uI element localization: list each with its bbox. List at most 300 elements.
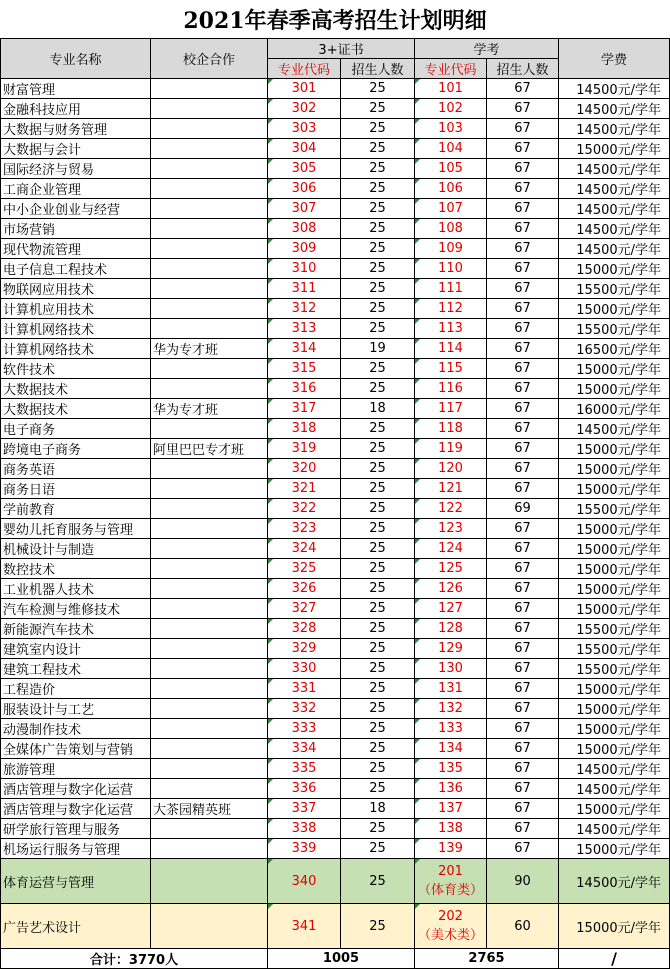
table-row xyxy=(1,519,670,539)
b-code-cell: 125 xyxy=(415,559,487,579)
coop-cell xyxy=(151,199,268,219)
coop-cell xyxy=(151,539,268,559)
table-row xyxy=(1,79,670,99)
b-code-cell: 123 xyxy=(415,519,487,539)
major-name-cell: 机场运行服务与管理 xyxy=(1,839,151,859)
b-count-cell: 67 xyxy=(487,419,559,439)
table-row xyxy=(1,559,670,579)
b-code-cell: 113 xyxy=(415,319,487,339)
b-count-cell: 67 xyxy=(487,519,559,539)
b-count-cell: 67 xyxy=(487,799,559,819)
b-code-cell: 137 xyxy=(415,799,487,819)
coop-cell: 华为专才班 xyxy=(151,339,268,359)
b-code-cell: 117 xyxy=(415,399,487,419)
a-count-cell: 25 xyxy=(341,199,415,219)
b-code-cell: 119 xyxy=(415,439,487,459)
a-count-cell: 25 xyxy=(341,839,415,859)
a-code-cell: 312 xyxy=(268,299,341,319)
b-code-cell: 109 xyxy=(415,239,487,259)
table-row-special xyxy=(1,904,670,949)
a-code-cell: 301 xyxy=(268,79,341,99)
fee-cell: 15000元/学年 xyxy=(559,459,670,479)
major-name-cell: 国际经济与贸易 xyxy=(1,159,151,179)
a-code-cell: 309 xyxy=(268,239,341,259)
table-row xyxy=(1,139,670,159)
a-count-cell: 25 xyxy=(341,139,415,159)
a-count-cell: 25 xyxy=(341,639,415,659)
b-count-cell: 67 xyxy=(487,539,559,559)
table-row xyxy=(1,799,670,819)
a-count-cell: 25 xyxy=(341,539,415,559)
coop-cell xyxy=(151,699,268,719)
b-code-category: （美术类） xyxy=(418,928,484,943)
a-code-cell: 305 xyxy=(268,159,341,179)
table-row xyxy=(1,199,670,219)
b-count-cell: 67 xyxy=(487,439,559,459)
a-code-cell: 320 xyxy=(268,459,341,479)
coop-cell xyxy=(151,239,268,259)
a-code-cell: 337 xyxy=(268,799,341,819)
table-row xyxy=(1,619,670,639)
coop-cell xyxy=(151,379,268,399)
header-group-a: 3+证书 xyxy=(268,39,415,59)
major-name-cell: 商务英语 xyxy=(1,459,151,479)
fee-cell: 14500元/学年 xyxy=(559,819,670,839)
a-count-cell: 25 xyxy=(341,579,415,599)
b-code-cell: 133 xyxy=(415,719,487,739)
a-code-cell: 316 xyxy=(268,379,341,399)
a-code-cell: 313 xyxy=(268,319,341,339)
a-count-cell: 25 xyxy=(341,499,415,519)
a-count-cell: 25 xyxy=(341,259,415,279)
table-row xyxy=(1,219,670,239)
b-count-cell: 67 xyxy=(487,759,559,779)
major-name-cell: 大数据与财务管理 xyxy=(1,119,151,139)
coop-cell xyxy=(151,119,268,139)
major-name-cell: 汽车检测与维修技术 xyxy=(1,599,151,619)
a-code-cell: 317 xyxy=(268,399,341,419)
major-name-cell: 计算机网络技术 xyxy=(1,319,151,339)
b-code-cell: 107 xyxy=(415,199,487,219)
table-row xyxy=(1,579,670,599)
table-row xyxy=(1,459,670,479)
fee-cell: 14500元/学年 xyxy=(559,119,670,139)
major-name-cell: 大数据技术 xyxy=(1,399,151,419)
b-code-cell: 101 xyxy=(415,79,487,99)
a-code-cell: 319 xyxy=(268,439,341,459)
a-code-cell: 327 xyxy=(268,599,341,619)
a-code-cell: 334 xyxy=(268,739,341,759)
a-count-cell: 25 xyxy=(341,319,415,339)
table-row xyxy=(1,119,670,139)
table-row xyxy=(1,479,670,499)
table-row xyxy=(1,299,670,319)
fee-cell: 15000元/学年 xyxy=(559,599,670,619)
a-count-cell: 18 xyxy=(341,799,415,819)
major-name-cell: 婴幼儿托育服务与管理 xyxy=(1,519,151,539)
enrollment-table xyxy=(0,38,670,969)
fee-cell: 14500元/学年 xyxy=(559,779,670,799)
a-code-cell: 322 xyxy=(268,499,341,519)
major-name-cell: 旅游管理 xyxy=(1,759,151,779)
b-code-cell: 132 xyxy=(415,699,487,719)
header-group-b: 学考 xyxy=(415,39,559,59)
fee-cell: 16000元/学年 xyxy=(559,399,670,419)
b-count-cell: 67 xyxy=(487,279,559,299)
a-count-cell: 25 xyxy=(341,99,415,119)
a-count-cell: 25 xyxy=(341,739,415,759)
b-code-cell: 102 xyxy=(415,99,487,119)
a-code-cell: 303 xyxy=(268,119,341,139)
fee-cell: 14500元/学年 xyxy=(559,239,670,259)
b-count-cell: 60 xyxy=(487,904,559,949)
major-name-cell: 工商企业管理 xyxy=(1,179,151,199)
b-code-cell: 106 xyxy=(415,179,487,199)
b-code-cell: 112 xyxy=(415,299,487,319)
major-name-cell: 金融科技应用 xyxy=(1,99,151,119)
header-b-count: 招生人数 xyxy=(487,59,559,79)
table-row xyxy=(1,539,670,559)
coop-cell xyxy=(151,659,268,679)
b-count-cell: 67 xyxy=(487,479,559,499)
coop-cell xyxy=(151,79,268,99)
b-code-cell: 115 xyxy=(415,359,487,379)
major-name-cell: 财富管理 xyxy=(1,79,151,99)
fee-cell: 14500元/学年 xyxy=(559,179,670,199)
table-row xyxy=(1,259,670,279)
fee-cell: 15000元/学年 xyxy=(559,579,670,599)
table-row xyxy=(1,779,670,799)
fee-cell: 14500元/学年 xyxy=(559,219,670,239)
a-count-cell: 25 xyxy=(341,559,415,579)
b-code-cell: 118 xyxy=(415,419,487,439)
b-count-cell: 67 xyxy=(487,139,559,159)
a-count-cell: 25 xyxy=(341,359,415,379)
coop-cell xyxy=(151,279,268,299)
fee-cell: 14500元/学年 xyxy=(559,859,670,904)
coop-cell xyxy=(151,639,268,659)
major-name-cell: 建筑室内设计 xyxy=(1,639,151,659)
coop-cell xyxy=(151,519,268,539)
a-code-cell: 328 xyxy=(268,619,341,639)
a-count-cell: 25 xyxy=(341,619,415,639)
a-code-cell: 338 xyxy=(268,819,341,839)
fee-cell: 15000元/学年 xyxy=(559,559,670,579)
coop-cell xyxy=(151,559,268,579)
b-code-cell: 131 xyxy=(415,679,487,699)
total-b-cell: 2765 xyxy=(415,949,559,969)
page-title: 2021年春季高考招生计划明细 xyxy=(183,7,487,34)
a-count-cell: 25 xyxy=(341,599,415,619)
table-row xyxy=(1,279,670,299)
fee-cell: 15500元/学年 xyxy=(559,319,670,339)
a-count-cell: 25 xyxy=(341,659,415,679)
a-count-cell: 25 xyxy=(341,699,415,719)
a-code-cell: 323 xyxy=(268,519,341,539)
table-row xyxy=(1,399,670,419)
b-count-cell: 67 xyxy=(487,779,559,799)
a-code-cell: 339 xyxy=(268,839,341,859)
b-count-cell: 67 xyxy=(487,579,559,599)
fee-cell: 15000元/学年 xyxy=(559,539,670,559)
fee-cell: 15000元/学年 xyxy=(559,679,670,699)
fee-cell: 14500元/学年 xyxy=(559,759,670,779)
b-code-cell: 135 xyxy=(415,759,487,779)
b-count-cell: 67 xyxy=(487,599,559,619)
fee-cell: 15000元/学年 xyxy=(559,139,670,159)
fee-cell: 15000元/学年 xyxy=(559,379,670,399)
major-name-cell: 研学旅行管理与服务 xyxy=(1,819,151,839)
coop-cell xyxy=(151,459,268,479)
a-code-cell: 330 xyxy=(268,659,341,679)
a-code-cell: 329 xyxy=(268,639,341,659)
a-count-cell: 25 xyxy=(341,279,415,299)
coop-cell: 华为专才班 xyxy=(151,399,268,419)
coop-cell xyxy=(151,579,268,599)
coop-cell xyxy=(151,739,268,759)
fee-cell: 15500元/学年 xyxy=(559,279,670,299)
coop-cell xyxy=(151,259,268,279)
fee-cell: 15000元/学年 xyxy=(559,904,670,949)
major-name-cell: 市场营销 xyxy=(1,219,151,239)
major-name-cell: 软件技术 xyxy=(1,359,151,379)
major-name-cell: 服装设计与工艺 xyxy=(1,699,151,719)
b-code-cell: 104 xyxy=(415,139,487,159)
coop-cell xyxy=(151,139,268,159)
a-code-cell: 304 xyxy=(268,139,341,159)
b-code-cell: 127 xyxy=(415,599,487,619)
a-code-cell: 308 xyxy=(268,219,341,239)
a-count-cell: 25 xyxy=(341,79,415,99)
a-code-cell: 341 xyxy=(268,904,341,949)
table-row xyxy=(1,659,670,679)
coop-cell xyxy=(151,619,268,639)
b-code-cell: 111 xyxy=(415,279,487,299)
coop-cell xyxy=(151,679,268,699)
fee-cell: 14500元/学年 xyxy=(559,159,670,179)
table-body xyxy=(1,39,670,969)
coop-cell xyxy=(151,219,268,239)
totals-row xyxy=(1,949,670,969)
b-code-category: （体育类） xyxy=(418,883,484,898)
major-name-cell: 计算机网络技术 xyxy=(1,339,151,359)
major-name-cell: 酒店管理与数字化运营 xyxy=(1,799,151,819)
coop-cell xyxy=(151,159,268,179)
a-count-cell: 25 xyxy=(341,759,415,779)
a-code-cell: 306 xyxy=(268,179,341,199)
a-count-cell: 25 xyxy=(341,379,415,399)
major-name-cell: 电子商务 xyxy=(1,419,151,439)
b-count-cell: 67 xyxy=(487,819,559,839)
fee-cell: 15000元/学年 xyxy=(559,299,670,319)
a-code-cell: 326 xyxy=(268,579,341,599)
table-row xyxy=(1,759,670,779)
total-a-cell: 1005 xyxy=(268,949,415,969)
table-row xyxy=(1,699,670,719)
b-code-cell: 130 xyxy=(415,659,487,679)
fee-cell: 16500元/学年 xyxy=(559,339,670,359)
table-row xyxy=(1,499,670,519)
coop-cell xyxy=(151,839,268,859)
major-name-cell: 学前教育 xyxy=(1,499,151,519)
major-name-cell: 物联网应用技术 xyxy=(1,279,151,299)
b-count-cell: 67 xyxy=(487,399,559,419)
a-count-cell: 25 xyxy=(341,119,415,139)
table-row xyxy=(1,679,670,699)
fee-cell: 15000元/学年 xyxy=(559,259,670,279)
b-count-cell: 67 xyxy=(487,179,559,199)
table-row xyxy=(1,99,670,119)
table-row xyxy=(1,239,670,259)
table-row xyxy=(1,379,670,399)
major-name-cell: 跨境电子商务 xyxy=(1,439,151,459)
b-code-cell xyxy=(415,904,487,949)
b-count-cell: 67 xyxy=(487,719,559,739)
b-code-cell: 103 xyxy=(415,119,487,139)
major-name-cell: 电子信息工程技术 xyxy=(1,259,151,279)
b-code-cell: 108 xyxy=(415,219,487,239)
table-row xyxy=(1,419,670,439)
coop-cell xyxy=(151,719,268,739)
b-code-cell: 134 xyxy=(415,739,487,759)
a-count-cell: 25 xyxy=(341,859,415,904)
a-count-cell: 25 xyxy=(341,779,415,799)
coop-cell: 阿里巴巴专才班 xyxy=(151,439,268,459)
header-a-code: 专业代码 xyxy=(268,59,341,79)
a-count-cell: 25 xyxy=(341,459,415,479)
b-code-cell: 128 xyxy=(415,619,487,639)
a-code-cell: 307 xyxy=(268,199,341,219)
b-count-cell: 67 xyxy=(487,299,559,319)
b-code-cell: 136 xyxy=(415,779,487,799)
table-row xyxy=(1,159,670,179)
b-code-cell: 122 xyxy=(415,499,487,519)
a-count-cell: 25 xyxy=(341,679,415,699)
a-count-cell: 25 xyxy=(341,159,415,179)
a-code-cell: 335 xyxy=(268,759,341,779)
a-count-cell: 25 xyxy=(341,719,415,739)
a-code-cell: 314 xyxy=(268,339,341,359)
fee-cell: 15500元/学年 xyxy=(559,639,670,659)
b-count-cell: 69 xyxy=(487,499,559,519)
major-name-cell: 商务日语 xyxy=(1,479,151,499)
coop-cell xyxy=(151,599,268,619)
coop-cell xyxy=(151,904,268,949)
a-count-cell: 25 xyxy=(341,439,415,459)
coop-cell xyxy=(151,859,268,904)
fee-cell: 15500元/学年 xyxy=(559,499,670,519)
a-count-cell: 25 xyxy=(341,904,415,949)
a-code-cell: 302 xyxy=(268,99,341,119)
coop-cell xyxy=(151,319,268,339)
b-count-cell: 67 xyxy=(487,159,559,179)
a-code-cell: 336 xyxy=(268,779,341,799)
b-count-cell: 67 xyxy=(487,699,559,719)
b-count-cell: 67 xyxy=(487,619,559,639)
b-code-cell: 138 xyxy=(415,819,487,839)
fee-cell: 15000元/学年 xyxy=(559,739,670,759)
header-fee: 学费 xyxy=(559,39,670,79)
major-name-cell: 机械设计与制造 xyxy=(1,539,151,559)
fee-cell: 15500元/学年 xyxy=(559,659,670,679)
b-code-cell: 114 xyxy=(415,339,487,359)
a-code-cell: 310 xyxy=(268,259,341,279)
b-count-cell: 67 xyxy=(487,739,559,759)
a-count-cell: 25 xyxy=(341,179,415,199)
b-count-cell: 67 xyxy=(487,259,559,279)
table-row xyxy=(1,359,670,379)
b-code-cell: 121 xyxy=(415,479,487,499)
coop-cell xyxy=(151,819,268,839)
fee-cell: 15000元/学年 xyxy=(559,519,670,539)
major-name-cell: 工业机器人技术 xyxy=(1,579,151,599)
a-code-cell: 315 xyxy=(268,359,341,379)
a-code-cell: 331 xyxy=(268,679,341,699)
fee-cell: 15000元/学年 xyxy=(559,479,670,499)
coop-cell xyxy=(151,779,268,799)
fee-cell: 15000元/学年 xyxy=(559,719,670,739)
a-count-cell: 25 xyxy=(341,299,415,319)
b-code-cell: 124 xyxy=(415,539,487,559)
b-count-cell: 67 xyxy=(487,199,559,219)
fee-cell: 15000元/学年 xyxy=(559,839,670,859)
b-code-value: 202 xyxy=(438,909,463,924)
fee-cell: 14500元/学年 xyxy=(559,99,670,119)
major-name-cell: 数控技术 xyxy=(1,559,151,579)
b-count-cell: 67 xyxy=(487,239,559,259)
major-name-cell: 酒店管理与数字化运营 xyxy=(1,779,151,799)
a-code-cell: 311 xyxy=(268,279,341,299)
b-code-value: 201 xyxy=(438,864,463,879)
b-count-cell: 67 xyxy=(487,639,559,659)
table-row xyxy=(1,639,670,659)
table-row xyxy=(1,739,670,759)
a-count-cell: 25 xyxy=(341,819,415,839)
a-count-cell: 25 xyxy=(341,239,415,259)
table-row-special xyxy=(1,859,670,904)
total-fee-cell: / xyxy=(559,949,670,969)
table-row xyxy=(1,839,670,859)
major-name-cell: 全媒体广告策划与营销 xyxy=(1,739,151,759)
coop-cell xyxy=(151,99,268,119)
major-name-cell: 建筑工程技术 xyxy=(1,659,151,679)
fee-cell: 15000元/学年 xyxy=(559,439,670,459)
b-count-cell: 67 xyxy=(487,679,559,699)
b-code-cell: 126 xyxy=(415,579,487,599)
table-row xyxy=(1,599,670,619)
b-code-cell: 116 xyxy=(415,379,487,399)
fee-cell: 15000元/学年 xyxy=(559,799,670,819)
b-code-cell: 105 xyxy=(415,159,487,179)
a-code-cell: 318 xyxy=(268,419,341,439)
major-name-cell: 体育运营与管理 xyxy=(1,859,151,904)
coop-cell xyxy=(151,499,268,519)
coop-cell xyxy=(151,299,268,319)
b-count-cell: 67 xyxy=(487,839,559,859)
b-code-cell: 139 xyxy=(415,839,487,859)
coop-cell: 大茶园精英班 xyxy=(151,799,268,819)
a-count-cell: 25 xyxy=(341,219,415,239)
b-count-cell: 67 xyxy=(487,379,559,399)
a-count-cell: 25 xyxy=(341,519,415,539)
coop-cell xyxy=(151,479,268,499)
b-code-cell: 110 xyxy=(415,259,487,279)
table-row xyxy=(1,339,670,359)
table-row xyxy=(1,319,670,339)
total-label-cell: 合计：3770人 xyxy=(1,949,268,969)
b-code-cell: 120 xyxy=(415,459,487,479)
fee-cell: 15000元/学年 xyxy=(559,359,670,379)
